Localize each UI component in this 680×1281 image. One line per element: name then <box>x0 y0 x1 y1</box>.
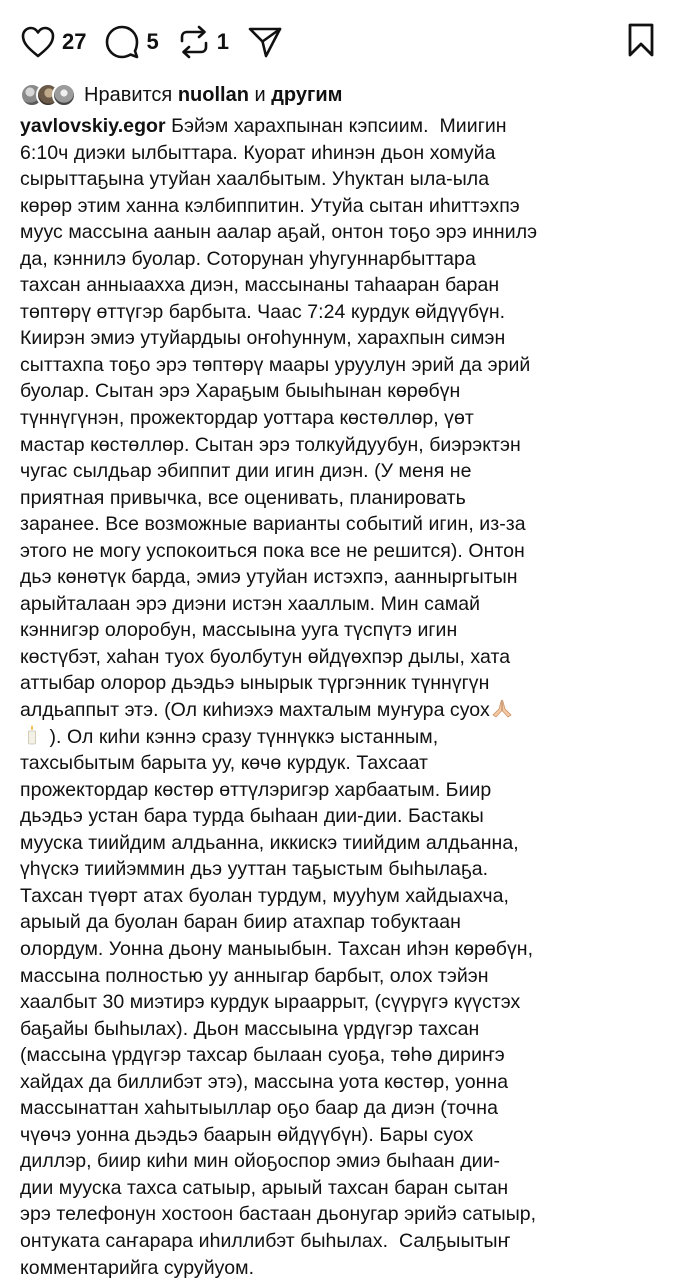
caption-line: комментарийга суруйуом. <box>20 1256 255 1279</box>
caption-line: муус массына аанын аалар аҕай, онтон тоҕо эрэ иннилэ <box>20 221 538 244</box>
caption-line: эрэ телефонун хостоон бастаан дьонугар эрийэ сатыыр, <box>20 1203 537 1226</box>
caption-line: дьэдьэ устан бара турда быһаан дии-дии. Бастакы <box>20 805 484 828</box>
caption-line: үһүскэ тиийэммин дьэ ууттан таҕыстым быһылаҕа. <box>20 858 489 881</box>
caption-line: хайдах да биллибэт этэ), массына уота көстөр, уонна <box>20 1070 509 1093</box>
post-action-bar <box>20 20 660 64</box>
caption-line: көстүбэт, хаһан туох буолбутун өйдүөхпэр дылы, хата <box>20 645 511 668</box>
caption-line: заранее. Все возможные варианты событий игин, из-за <box>20 513 526 536</box>
comment-count: 5 <box>146 29 159 54</box>
post-caption <box>20 113 680 1281</box>
caption-line: сырыттаҕына утуйан хаалбытым. Уһуктан ыла-ыла <box>20 168 490 191</box>
share-button[interactable] <box>247 25 283 59</box>
caption-line: мууска тиийдим алдьанна, иккискэ тиийдим алдьанна, <box>20 831 519 854</box>
caption-line: да, кэннилэ буолар. Соторунан уһугуннарбыттара <box>20 247 476 270</box>
caption-line: чүөчэ уонна дьэдьэ баарын өйдүүбүн). Бары суох <box>20 1123 474 1146</box>
folded-hands-emoji <box>490 697 514 719</box>
caption-line: тахсыбытым барыта уу, көчө курдук. Тахсаат <box>20 752 429 775</box>
caption-line: кэннигэр олоробун, массыына ууга түспүтэ игин <box>20 619 458 642</box>
caption-line: аттыбар олорор дьэдьэ ынырык түргэнник түннүгүн <box>20 672 490 695</box>
likes-middle: и <box>254 83 266 106</box>
caption-line: баҕайы быһылах). Дьон массыына үрдүгэр тахсан <box>20 1017 480 1040</box>
repost-button[interactable] <box>177 24 229 60</box>
caption-line: төптөрү өттүгэр барбыта. Чаас 7:24 курдук өйдүүбүн. <box>20 300 506 323</box>
caption-line: мастар көстөллөр. Сытан эрэ толкуйдуубун, биэрэктэн <box>20 433 521 456</box>
caption-line: чугас сылдьар эбиппит дии игин диэн. (У меня не <box>20 460 472 483</box>
heart-icon <box>20 25 56 59</box>
repost-icon <box>177 24 211 60</box>
caption-line: массына полностью уу анныгар барбыт, олох тэйэн <box>20 964 489 987</box>
caption-line: көрөр этим ханна кэлбиппитин. Утуйа сытан иһиттэхпэ <box>20 194 520 217</box>
caption-line: прожектордар көстөр өттүлэригэр харбаатым. Биир <box>20 778 492 801</box>
caption-username[interactable]: yavlovskiy.egor <box>20 115 166 137</box>
avatar <box>52 83 76 107</box>
caption-line: (массына үрдүгэр тахсар былаан суоҕа, төһө дириҥэ <box>20 1044 505 1067</box>
comment-bubble-icon <box>104 24 140 60</box>
save-button[interactable] <box>626 22 656 63</box>
like-button[interactable] <box>20 25 86 59</box>
caption-line: сыттахпа тоҕо эрэ төптөрү маары уруулун эрий да эрий <box>20 353 531 376</box>
caption-line: приятная привычка, все оценивать, планировать <box>20 486 466 509</box>
caption-line: олордум. Уонна дьону маныыбын. Тахсан иһэн көрөбүн, <box>20 937 534 960</box>
caption-line: массынаттан хаһытыыллар оҕо баар да диэн (точна <box>20 1097 498 1120</box>
caption-line: хаалбыт 30 миэтирэ курдук ыраappыт, (сүүрүгэ күүстэх <box>20 991 521 1014</box>
caption-line: дьэ көнөтүк барда, эмиэ утуйан истэхпэ, аанныргытын <box>20 566 518 589</box>
likes-others-link[interactable]: другим <box>271 83 343 106</box>
likes-summary[interactable] <box>20 80 342 110</box>
caption-line: этого не могу успокоиться пока все не решится). Онтон <box>20 539 525 562</box>
repost-count: 1 <box>216 29 229 54</box>
caption-line: 6:10ч диэки ылбыттара. Куорат иһинэн дьон хомуйа <box>20 141 496 164</box>
caption-line: түннүгүнэн, прожектордар уоттара көстөллөр, үөт <box>20 407 474 430</box>
caption-line: дии мууска тахса сатыыр, арыый тахсан баран сытан <box>20 1176 509 1199</box>
likes-user-link[interactable]: nuollan <box>177 83 249 106</box>
caption-line: диллэр, биир киһи мин ойоҕоспор эмиэ быһаан дии- <box>20 1150 501 1173</box>
caption-line: ). Ол киһи кэннэ сразу түннүккэ ыстанным, <box>44 725 439 748</box>
like-count: 27 <box>62 29 87 54</box>
caption-line: буолар. Сытан эрэ Хараҕым быыһынан көрөбүн <box>20 380 461 403</box>
caption-line: арыйталаан эрэ диэни истэн хааллым. Мин самай <box>20 592 481 615</box>
bookmark-icon <box>626 22 656 58</box>
liker-avatars <box>20 83 76 107</box>
candle-emoji <box>20 724 44 746</box>
caption-line: тахсан анныаахха диэн, массынаны таһааран баран <box>20 274 500 297</box>
caption-line: Тахсан түөрт атах буолан турдум, мууһум хайдыахча, <box>20 884 510 907</box>
caption-line: онтуката саҥарара иһиллибэт быһылах. Салҕыытыҥ <box>20 1229 511 1252</box>
comment-button[interactable] <box>104 24 158 60</box>
caption-line: алдьаппыт этэ. (Ол киһиэхэ махталым муҥура суох <box>20 699 490 722</box>
paper-plane-icon <box>247 25 283 59</box>
caption-line: Киирэн эмиэ утуйардыы оҥоһуннум, харахпын симэн <box>20 327 506 350</box>
caption-line: Бэйэм харахпынан кэпсиим. Миигин <box>165 115 507 137</box>
caption-line: арыый да буолан баран биир атахпар тобуктаан <box>20 911 461 934</box>
likes-prefix: Нравится <box>84 83 173 106</box>
